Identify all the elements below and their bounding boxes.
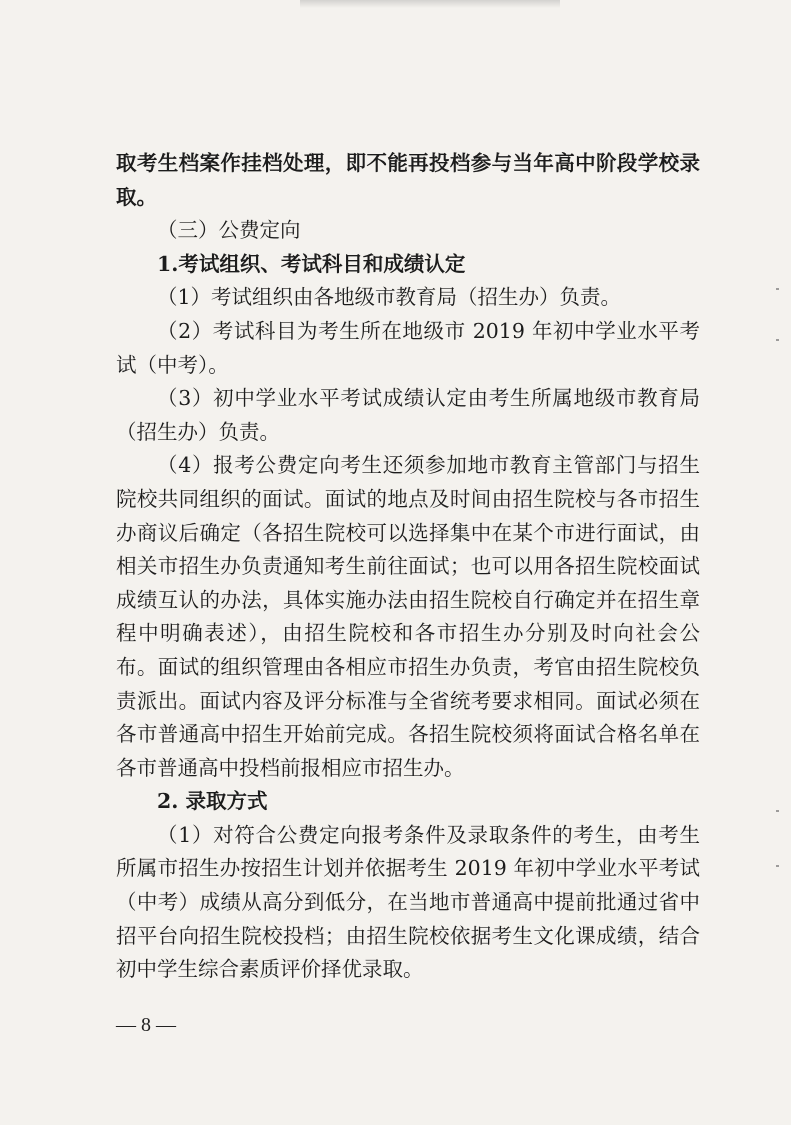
margin-mark	[776, 810, 779, 812]
paragraph-1: 取考生档案作挂档处理，即不能再投档参与当年高中阶段学校录取。	[116, 151, 700, 209]
margin-mark	[776, 339, 779, 341]
paragraph-item-3: （3）初中学业水平考试成绩认定由考生所属地级市教育局（招生办）负责。	[116, 386, 700, 444]
paragraph-item-1: （1）考试组织由各地级市教育局（招生办）负责。	[157, 285, 622, 310]
subheading-exam-organization: 1.考试组织、考试科目和成绩认定	[157, 251, 466, 276]
margin-mark	[776, 288, 779, 290]
paragraph-admission-1: （1）对符合公费定向报考条件及录取条件的考生，由考生所属市招生办按招生计划并依据考生 2019 年初中学业水平考试（中考）成绩从高分到低分，在当地市普通高中提前批通过省中招平台向招生院校投档；由招生院校依据考生文化课成绩，结合初中学生综合素质评价择优录取。	[116, 822, 700, 982]
scan-shadow	[300, 0, 560, 8]
subheading-admission-method: 2. 录取方式	[157, 789, 268, 814]
margin-mark	[776, 865, 779, 867]
section-heading-public-funded: （三）公费定向	[157, 218, 301, 243]
page-number: — 8 —	[116, 1014, 176, 1036]
body-text	[116, 147, 700, 987]
paragraph-item-4: （4）报考公费定向考生还须参加地市教育主管部门与招生院校共同组织的面试。面试的地点及时间由招生院校与各市招生办商议后确定（各招生院校可以选择集中在某个市进行面试，由相关市招生办负责通知考生前往面试；也可以用各招生院校面试成绩互认的办法，具体实施办法由招生院校自行确定并在招生章程中明确表述），由招生院校和各市招生办分别及时向社会公布。面试的组织管理由各相应市招生办负责，考官由招生院校负责派出。面试内容及评分标准与全省统考要求相同。面试必须在各市普通高中招生开始前完成。各招生院校须将面试合格名单在各市普通高中投档前报相应市招生办。	[116, 453, 700, 780]
paragraph-item-2: （2）考试科目为考生所在地级市 2019 年初中学业水平考试（中考）。	[116, 318, 700, 377]
